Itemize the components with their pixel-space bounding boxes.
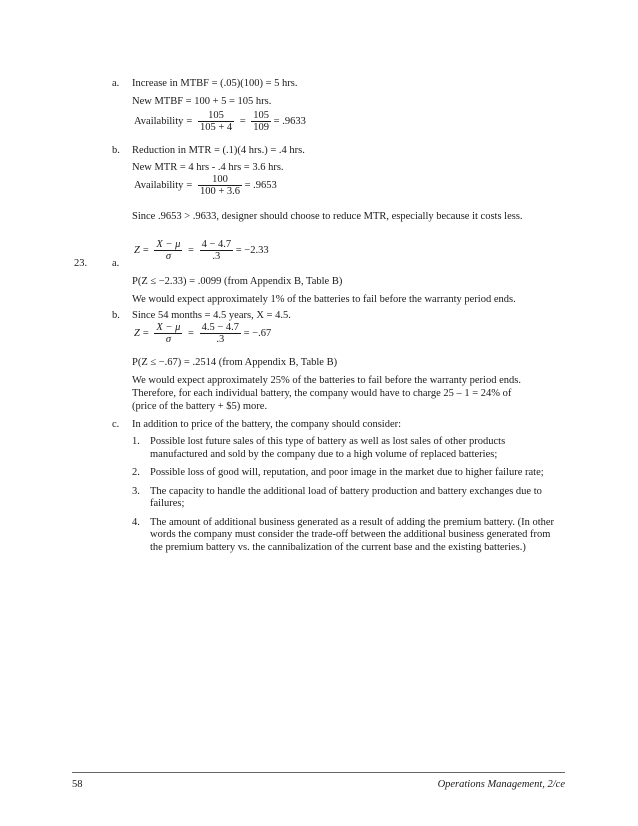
probability-line-a: P(Z ≤ −2.33) = .0099 (from Appendix B, Table B) — [132, 276, 343, 287]
part-c-label: c. — [112, 419, 120, 430]
book-title: Operations Management, 2/ce — [437, 779, 565, 790]
mtr-reduction-line: Reduction in MTR = (.1)(4 hrs.) = .4 hrs. — [132, 145, 305, 156]
list-item: 4. The amount of additional business generated as a result of adding the premium battery. (In other words the company must consider the trade-off between the additional business generated from the premium battery vs. the cannibalization of the current base and the existing batteries.) — [132, 516, 555, 553]
fraction: $\frac{100}{100 + 3.6}$ — [199, 174, 240, 197]
conclusion-line: Since .9653 > .9633, designer should choose to reduce MTR, especially because it costs less. — [132, 211, 523, 222]
fraction: $\frac{X - \mu}{\sigma}$ — [156, 239, 181, 262]
fraction: $\frac{105}{109}$ — [253, 110, 270, 133]
eq-result: = .9633 — [273, 115, 306, 127]
list-item: 3. The capacity to handle the additional load of battery production and battery exchanges due to failures; — [132, 485, 542, 509]
interpretation-b-2: Therefore, for each individual battery, the company would have to charge 25 – 1 = 24% of — [132, 388, 512, 399]
fraction: $\frac{4 - 4.7}{.3}$ — [201, 239, 232, 262]
part-b-label: b. — [112, 145, 120, 156]
interpretation-b-1: We would expect approximately 25% of the batteries to fail before the warranty period ends. — [132, 375, 521, 386]
eq-lhs: Availability — [134, 115, 184, 127]
fraction: $\frac{4.5 - 4.7}{.3}$ — [201, 322, 240, 345]
list-item: 2. Possible loss of good will, reputation, and poor image in the market due to higher failure rate; — [132, 467, 544, 478]
interpretation-a: We would expect approximately 1% of the batteries to fail before the warranty period ends. — [132, 294, 516, 305]
conversion-line: Since 54 months = 4.5 years, X = 4.5. — [132, 310, 291, 321]
considerations-intro: In addition to price of the battery, the company should consider: — [132, 419, 402, 430]
considerations-list — [132, 436, 562, 560]
fraction: $\frac{X - \mu}{\sigma}$ — [156, 322, 181, 345]
list-item: 1. Possible lost future sales of this type of battery as well as lost sales of other products manufactured and sold by the company due to a high volume of replaced batteries; — [132, 436, 506, 460]
part-a-label: a. — [112, 258, 120, 269]
z-score-equation-a: Z = $\frac{X - \mu}{\sigma}$ = $\frac{4 - 4.7}{.3}$ = −2.33 — [134, 239, 269, 262]
interpretation-b-3: (price of the battery + $5) more. — [132, 401, 268, 412]
page-number: 58 — [72, 779, 83, 790]
footer-divider — [72, 772, 565, 773]
z-score-equation-b: Z = $\frac{X - \mu}{\sigma}$ = $\frac{4.5 - 4.7}{.3}$ = −.67 — [134, 322, 272, 345]
mtbf-increase-line: Increase in MTBF = (.05)(100) = 5 hrs. — [132, 78, 298, 89]
fraction: $\frac{105}{105 + 4}$ — [199, 110, 233, 133]
part-a-label: a. — [112, 78, 120, 89]
problem-number: 23. — [74, 258, 88, 269]
new-mtbf-line: New MTBF = 100 + 5 = 105 hrs. — [132, 96, 272, 107]
probability-line-b: P(Z ≤ −.67) = .2514 (from Appendix B, Table B) — [132, 357, 338, 368]
part-b-label: b. — [112, 310, 120, 321]
availability-equation-a: Availability = $\frac{105}{105 + 4}$ = $\frac{105}{109}$ = .9633 — [134, 110, 306, 133]
new-mtr-line: New MTR = 4 hrs - .4 hrs = 3.6 hrs. — [132, 162, 284, 173]
availability-equation-b: Availability = $\frac{100}{100 + 3.6}$ = .9653 — [134, 174, 277, 197]
